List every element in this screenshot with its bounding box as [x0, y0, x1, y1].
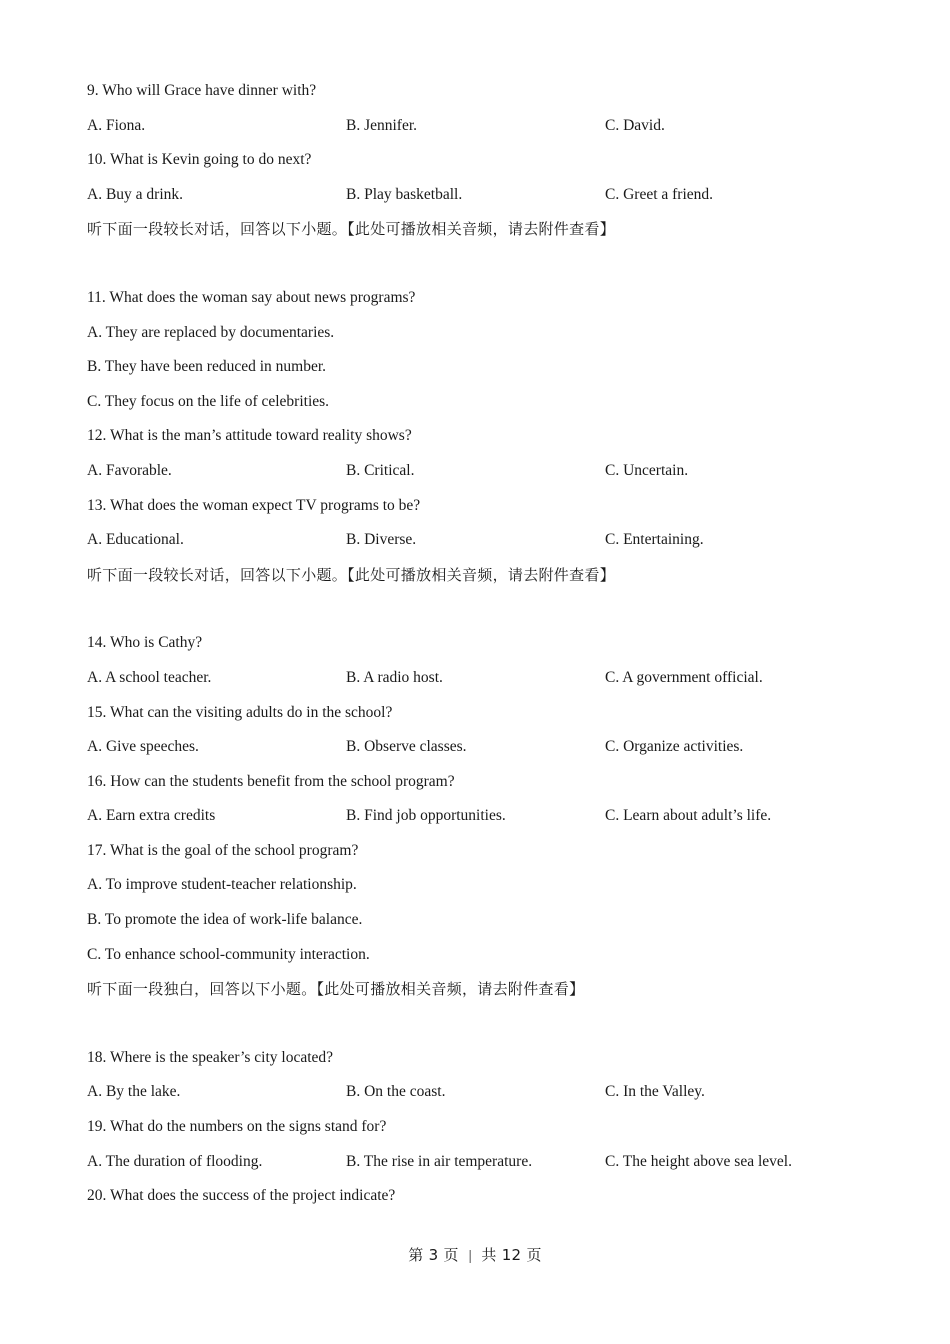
- question-20: 20. What does the success of the project indicate?: [87, 1187, 396, 1205]
- question-13-options: [87, 526, 867, 561]
- listening-instruction: 听下面一段独白，回答以下小题。【此处可播放相关音频，请去附件查看】: [87, 980, 585, 999]
- option-a: A. Buy a drink.: [87, 185, 184, 203]
- option-b: B. They have been reduced in number.: [87, 358, 327, 376]
- question-11: 11. What does the woman say about news programs?: [87, 288, 416, 306]
- listening-instruction: 听下面一段较长对话，回答以下小题。【此处可播放相关音频，请去附件查看】: [87, 565, 616, 584]
- question-15: 15. What can the visiting adults do in the school?: [87, 703, 393, 721]
- option-c: C. Greet a friend.: [605, 185, 714, 203]
- option-b: B. On the coast.: [346, 1083, 446, 1101]
- question-12-options: [87, 457, 867, 492]
- option-c: C. The height above sea level.: [605, 1152, 792, 1170]
- option-b: B. The rise in air temperature.: [346, 1152, 533, 1170]
- question-10: 10. What is Kevin going to do next?: [87, 151, 312, 169]
- page-footer: [0, 1243, 950, 1268]
- spacer: [87, 250, 867, 284]
- option-a: A. Earn extra credits: [87, 807, 216, 825]
- option-a: A. A school teacher.: [87, 668, 212, 686]
- option-b: B. To promote the idea of work-life balance.: [87, 911, 363, 929]
- option-b: B. Jennifer.: [346, 116, 418, 134]
- question-14-options: [87, 664, 867, 699]
- option-b: B. Find job opportunities.: [346, 807, 506, 825]
- question-18-options: [87, 1078, 867, 1113]
- question-13: 13. What does the woman expect TV programs to be?: [87, 496, 421, 514]
- option-b: B. Play basketball.: [346, 185, 463, 203]
- option-a: A. To improve student-teacher relationship.: [87, 876, 357, 894]
- option-b: B. Observe classes.: [346, 738, 467, 756]
- question-18: 18. Where is the speaker’s city located?: [87, 1048, 334, 1066]
- option-a: A. They are replaced by documentaries.: [87, 323, 335, 341]
- question-9-options: [87, 112, 867, 147]
- question-19: 19. What do the numbers on the signs stand for?: [87, 1118, 387, 1136]
- question-12: 12. What is the man’s attitude toward reality shows?: [87, 427, 412, 445]
- option-c: C. A government official.: [605, 668, 763, 686]
- question-16-options: [87, 802, 867, 837]
- option-c: C. Organize activities.: [605, 738, 744, 756]
- option-c: C. Learn about adult’s life.: [605, 807, 772, 825]
- option-b: B. A radio host.: [346, 668, 443, 686]
- option-c: C. To enhance school-community interaction.: [87, 945, 370, 963]
- footer-separator: |: [468, 1248, 472, 1264]
- listening-instruction: 听下面一段较长对话，回答以下小题。【此处可播放相关音频，请去附件查看】: [87, 220, 616, 239]
- option-a: A. The duration of flooding.: [87, 1152, 263, 1170]
- question-9: 9. Who will Grace have dinner with?: [87, 82, 317, 99]
- option-b: B. Critical.: [346, 461, 415, 479]
- option-c: C. Uncertain.: [605, 461, 689, 479]
- option-a: A. Educational.: [87, 531, 184, 549]
- option-a: A. Favorable.: [87, 461, 172, 479]
- option-c: C. Entertaining.: [605, 531, 704, 549]
- option-a: A. By the lake.: [87, 1083, 181, 1101]
- option-a: A. Give speeches.: [87, 738, 199, 756]
- option-c: C. In the Valley.: [605, 1083, 705, 1101]
- total-pages: 共 12 页: [481, 1246, 542, 1264]
- option-c: C. David.: [605, 116, 665, 134]
- question-10-options: [87, 181, 867, 216]
- question-14: 14. Who is Cathy?: [87, 634, 203, 652]
- question-list: [87, 77, 867, 1217]
- question-16: 16. How can the students benefit from the school program?: [87, 772, 455, 790]
- question-17: 17. What is the goal of the school program?: [87, 841, 359, 859]
- spacer: [87, 1010, 867, 1044]
- question-19-options: [87, 1148, 867, 1183]
- option-c: C. They focus on the life of celebrities.: [87, 392, 330, 410]
- question-15-options: [87, 733, 867, 768]
- spacer: [87, 595, 867, 629]
- option-a: A. Fiona.: [87, 116, 146, 134]
- page-number: 第 3 页: [408, 1246, 459, 1264]
- option-b: B. Diverse.: [346, 531, 417, 549]
